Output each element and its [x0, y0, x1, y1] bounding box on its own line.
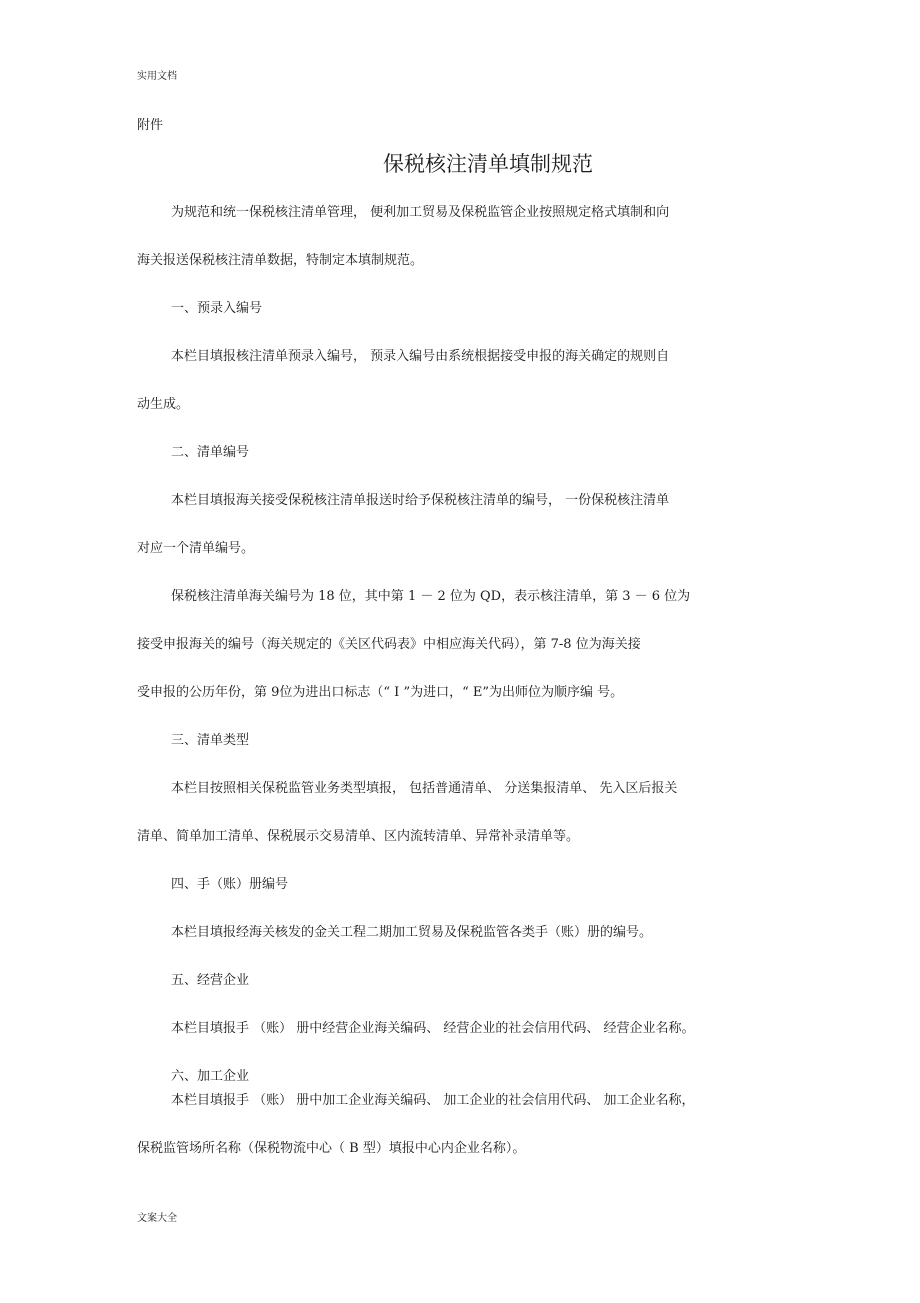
intro-line-2: 海关报送保税核注清单数据，特制定本填制规范。 — [137, 253, 424, 268]
section-6-line-2: 保税监管场所名称（保税物流中心（ B 型）填报中心内企业名称）。 — [137, 1141, 526, 1156]
section-2-line-3: 保税核注清单海关编号为 18 位，其中第 1 － 2 位为 QD，表示核注清单，第 3 － 6 位为 — [171, 589, 691, 604]
section-6-line-1: 本栏目填报手 （账） 册中加工企业海关编码、 加工企业的社会信用代码、 加工企业名称， — [171, 1093, 695, 1108]
section-4-line-1: 本栏目填报经海关核发的金关工程二期加工贸易及保税监管各类手（账）册的编号。 — [171, 925, 653, 940]
section-heading-1: 一、预录入编号 — [171, 301, 263, 316]
attachment-label: 附件 — [137, 118, 164, 133]
section-2-line-5: 受申报的公历年份，第 9位为进出口标志（“ I ”为进口，“ E”为出师位为顺序编 号。 — [137, 685, 624, 700]
intro-line-1: 为规范和统一保税核注清单管理， 便利加工贸易及保税监管企业按照规定格式填制和向 — [171, 205, 670, 220]
page-title: 保税核注清单填制规范 — [383, 152, 593, 176]
section-heading-3: 三、清单类型 — [171, 733, 250, 748]
section-heading-6: 六、加工企业 — [171, 1069, 250, 1084]
section-5-line-1: 本栏目填报手 （账） 册中经营企业海关编码、 经营企业的社会信用代码、 经营企业名称。 — [171, 1021, 695, 1036]
section-heading-5: 五、经营企业 — [171, 973, 250, 988]
section-heading-2: 二、清单编号 — [171, 445, 250, 460]
section-2-line-1: 本栏目填报海关接受保税核注清单报送时给予保税核注清单的编号， 一份保税核注清单 — [171, 493, 670, 508]
section-3-line-1: 本栏目按照相关保税监管业务类型填报， 包括普通清单、 分送集报清单、 先入区后报关 — [171, 781, 678, 796]
section-heading-4: 四、手（账）册编号 — [171, 877, 289, 892]
section-2-line-4: 接受申报海关的编号（海关规定的《关区代码表》中相应海关代码），第 7-8 位为海关接 — [137, 637, 641, 652]
page-footer: 文案大全 — [137, 1213, 177, 1224]
section-2-line-2: 对应一个清单编号。 — [137, 541, 255, 556]
page-header: 实用文档 — [137, 71, 177, 82]
section-3-line-2: 清单、简单加工清单、保税展示交易清单、区内流转清单、异常补录清单等。 — [137, 829, 580, 844]
section-1-line-1: 本栏目填报核注清单预录入编号， 预录入编号由系统根据接受申报的海关确定的规则自 — [171, 349, 670, 364]
section-1-line-2: 动生成。 — [137, 397, 190, 412]
